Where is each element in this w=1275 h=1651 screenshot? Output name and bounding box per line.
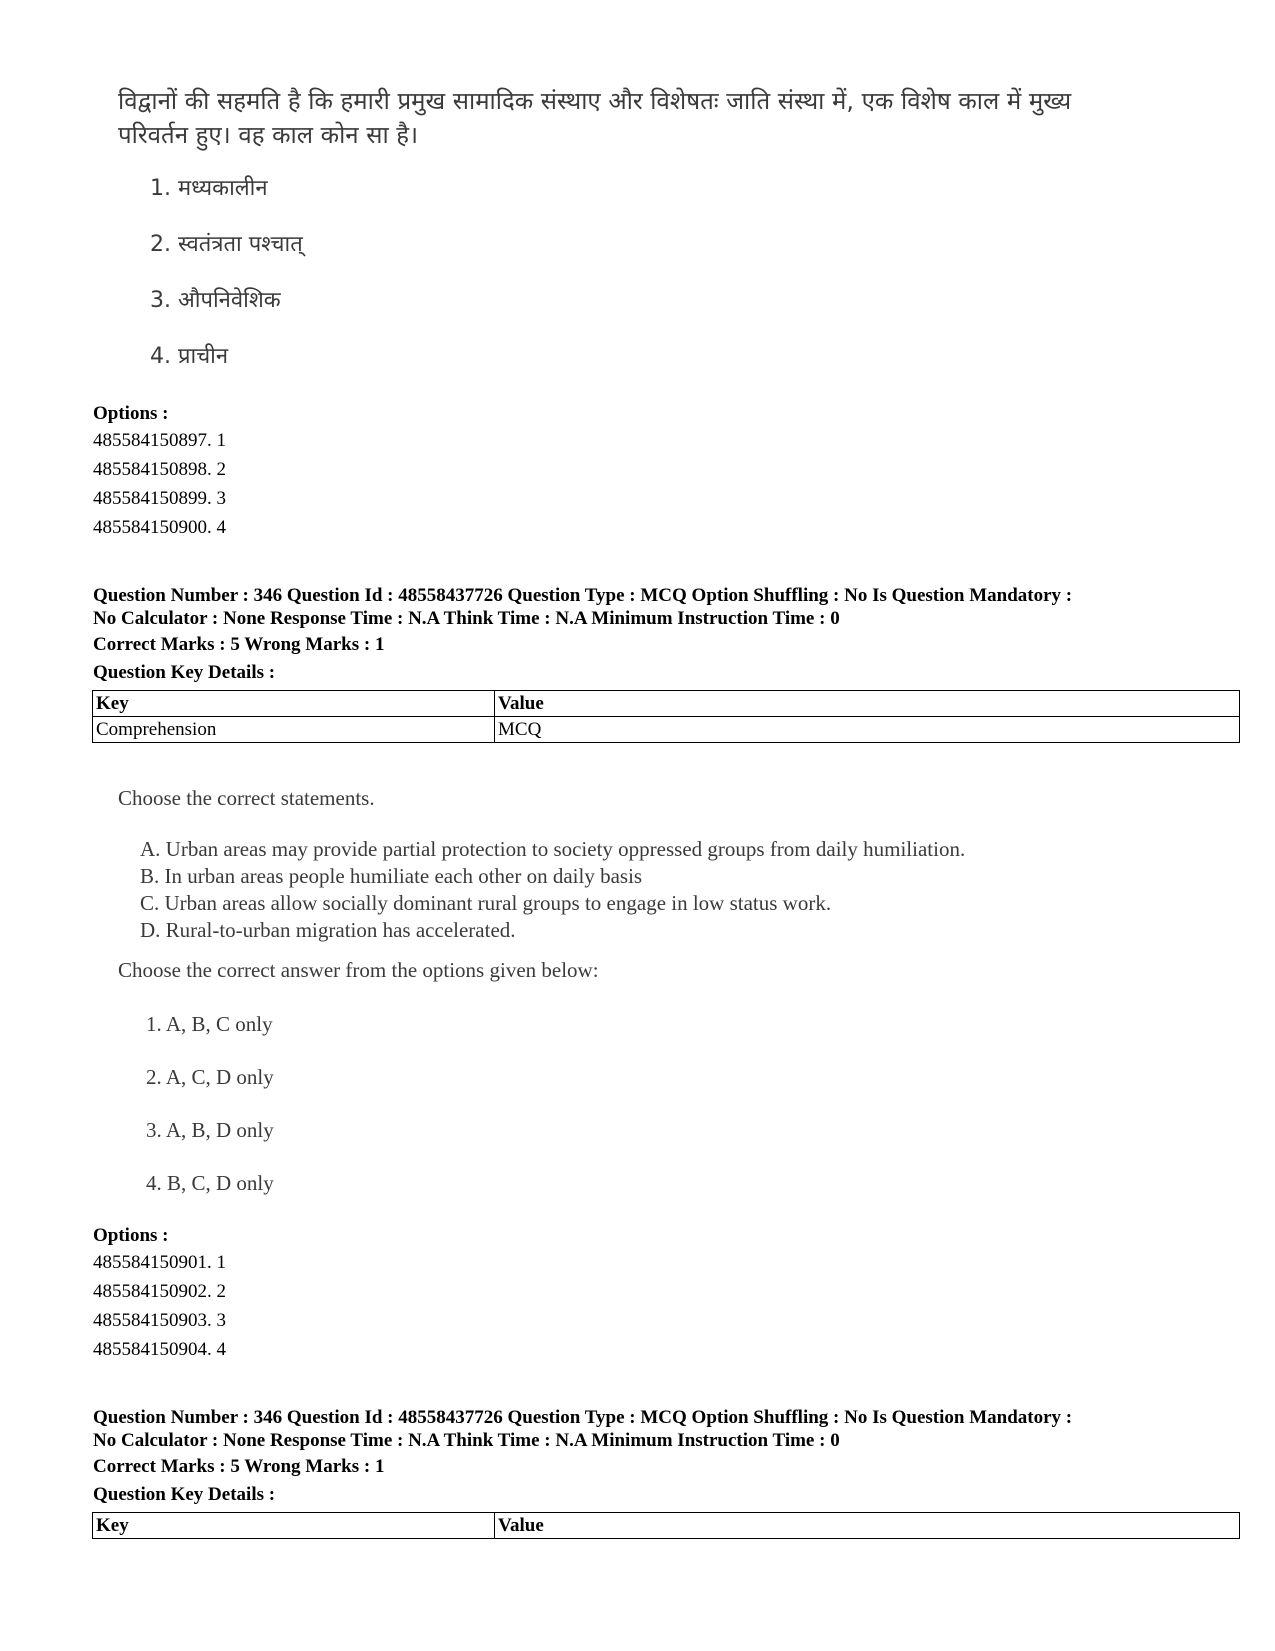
- table-header-row: [93, 1513, 1240, 1539]
- options-list: [93, 1248, 226, 1364]
- question-prompt: Choose the correct statements.: [118, 786, 375, 810]
- question-meta: [93, 1406, 1072, 1452]
- statement-a: A. Urban areas may provide partial protection to society oppressed groups from daily humiliation.: [140, 837, 966, 861]
- options-label: Options :: [93, 1225, 169, 1246]
- option-item: 485584150900. 4: [93, 517, 226, 538]
- choice-4: 4. प्राचीन: [150, 344, 229, 369]
- option-item: 485584150901. 1: [93, 1252, 226, 1273]
- table-header-value: Value: [495, 1513, 1240, 1539]
- table-header-row: [93, 691, 1240, 717]
- marks-line: Correct Marks : 5 Wrong Marks : 1: [93, 634, 385, 655]
- choice-3: 3. A, B, D only: [146, 1118, 274, 1142]
- statement-b: B. In urban areas people humiliate each other on daily basis: [140, 864, 643, 888]
- question-text-hindi: विद्वानों की सहमति है कि हमारी प्रमुख सामादिक संस्थाए और विशेषतः जाति संस्था में, एक विशेष काल में मुख्य परिवर्तन हुए। वह काल कोन सा है।: [118, 87, 1072, 149]
- key-details-label: Question Key Details :: [93, 662, 276, 683]
- option-item: 485584150904. 4: [93, 1339, 226, 1360]
- answer-prompt: Choose the correct answer from the options given below:: [118, 958, 599, 982]
- option-item: 485584150903. 3: [93, 1310, 226, 1331]
- table-cell-value: MCQ: [495, 717, 1240, 743]
- choice-2: 2. A, C, D only: [146, 1065, 274, 1089]
- question-meta-line-2: No Calculator : None Response Time : N.A Think Time : N.A Minimum Instruction Time : 0: [93, 608, 840, 629]
- statement-d: D. Rural-to-urban migration has accelerated.: [140, 918, 516, 942]
- key-details-table: [92, 1512, 1240, 1539]
- key-details-label: Question Key Details :: [93, 1484, 276, 1505]
- choice-4: 4. B, C, D only: [146, 1171, 274, 1195]
- choice-3: 3. औपनिवेशिक: [150, 288, 281, 313]
- option-item: 485584150897. 1: [93, 430, 226, 451]
- option-item: 485584150902. 2: [93, 1281, 226, 1302]
- marks-line: Correct Marks : 5 Wrong Marks : 1: [93, 1456, 385, 1477]
- table-header-key: Key: [93, 1513, 495, 1539]
- statement-c: C. Urban areas allow socially dominant rural groups to engage in low status work.: [140, 891, 832, 915]
- options-label: Options :: [93, 403, 169, 424]
- option-item: 485584150899. 3: [93, 488, 226, 509]
- question-meta: [93, 584, 1072, 630]
- choice-1: 1. मध्यकालीन: [150, 176, 268, 201]
- option-item: 485584150898. 2: [93, 459, 226, 480]
- question-meta-line-1: Question Number : 346 Question Id : 48558437726 Question Type : MCQ Option Shuffling : No Is Question Mandatory :: [93, 1407, 1073, 1428]
- key-details-table: [92, 690, 1240, 743]
- table-header-value: Value: [495, 691, 1240, 717]
- table-row: [93, 717, 1240, 743]
- choice-2: 2. स्वतंत्रता पश्चात्: [150, 232, 303, 257]
- choice-1: 1. A, B, C only: [146, 1012, 273, 1036]
- options-list: [93, 426, 226, 542]
- table-cell-key: Comprehension: [93, 717, 495, 743]
- table-header-key: Key: [93, 691, 495, 717]
- statement-list: [140, 836, 965, 944]
- question-meta-line-2: No Calculator : None Response Time : N.A Think Time : N.A Minimum Instruction Time : 0: [93, 1430, 840, 1451]
- question-meta-line-1: Question Number : 346 Question Id : 48558437726 Question Type : MCQ Option Shuffling : No Is Question Mandatory :: [93, 585, 1073, 606]
